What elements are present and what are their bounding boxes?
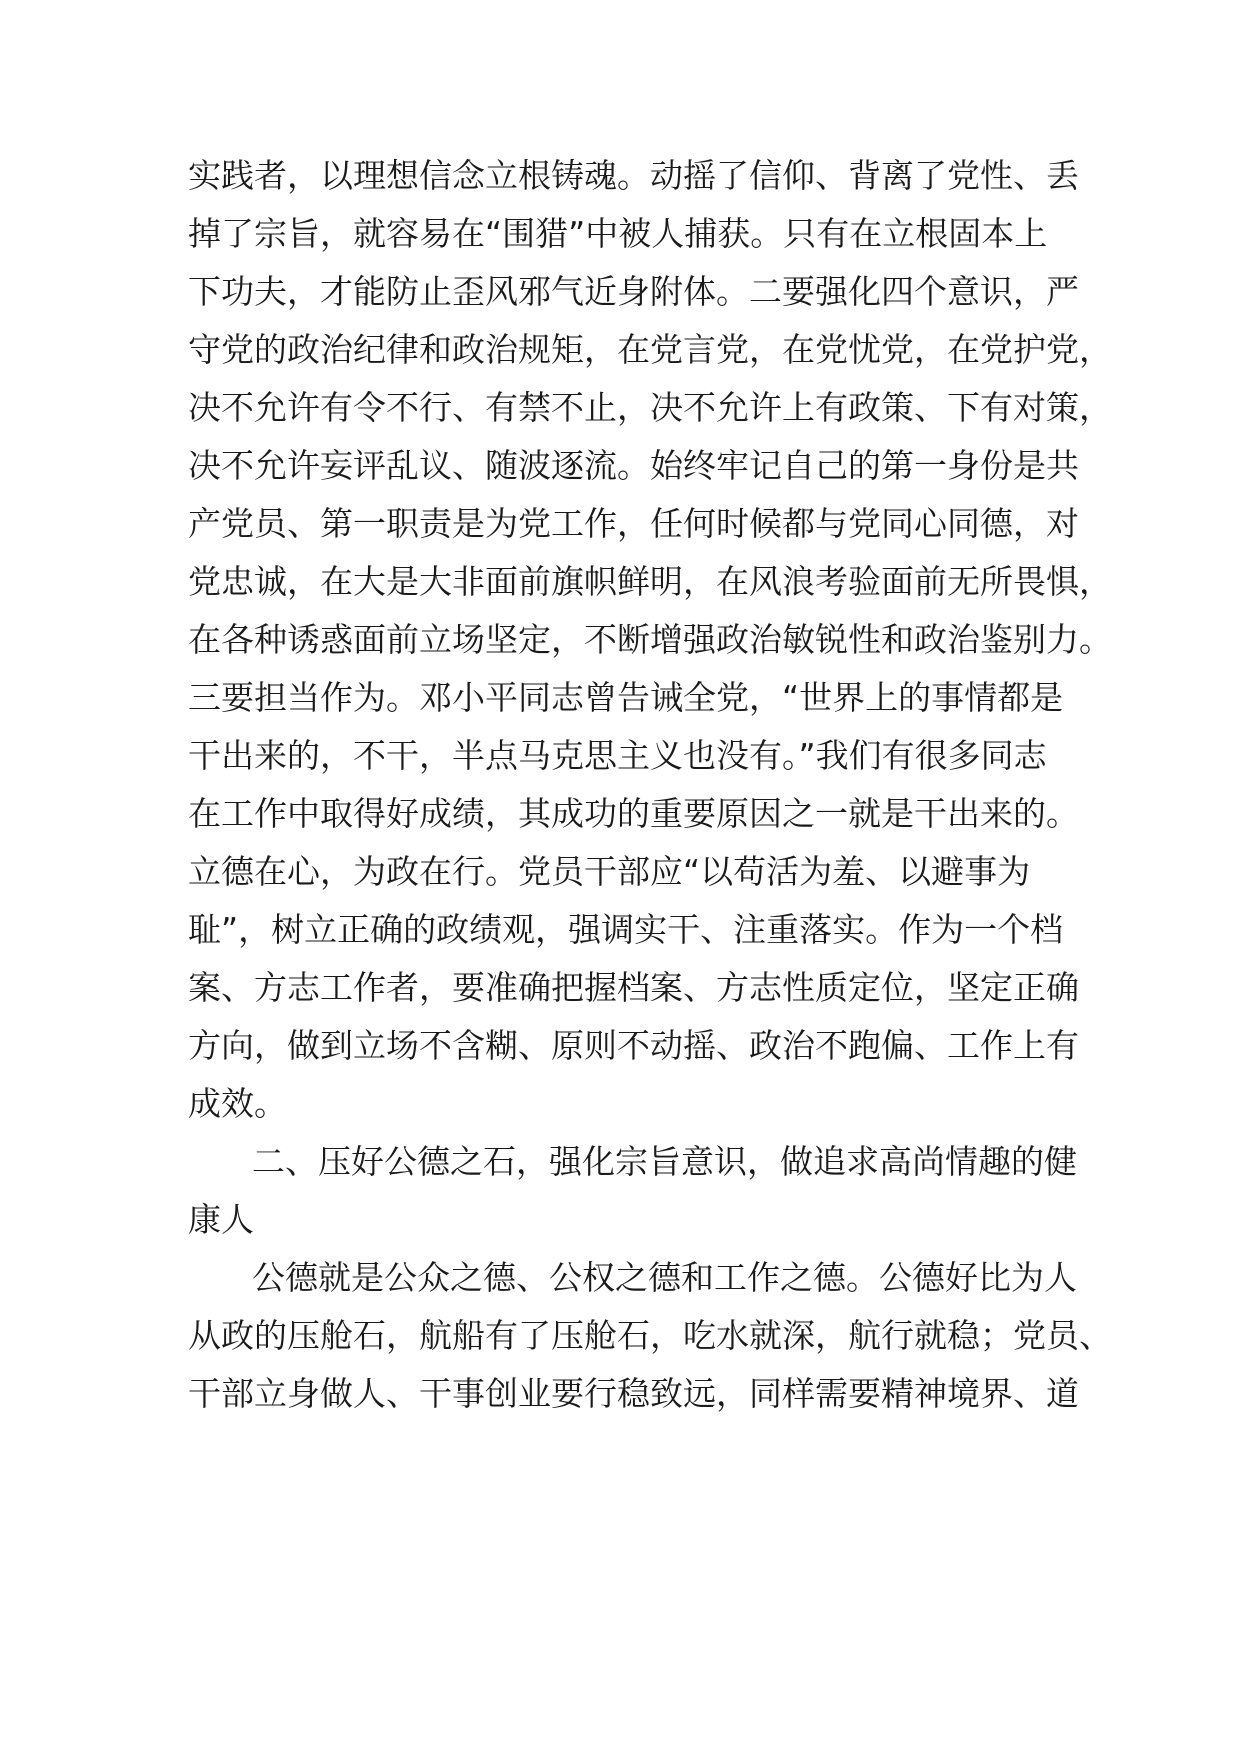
text-line: 干部立身做人、干事创业要行稳致远，同样需要精神境界、道 <box>188 1374 1079 1413</box>
text-line: 从政的压舱石，航船有了压舱石，吃水就深，航行就稳；党员、 <box>188 1316 1112 1355</box>
section-heading-line: 康人 <box>188 1200 254 1239</box>
text-line: 案、方志工作者，要准确把握档案、方志性质定位，坚定正确 <box>188 968 1079 1007</box>
text-line: 实践者，以理想信念立根铸魂。动摇了信仰、背离了党性、丢 <box>188 156 1079 195</box>
text-line: 方向，做到立场不含糊、原则不动摇、政治不跑偏、工作上有 <box>188 1026 1079 1065</box>
text-line: 公德就是公众之德、公权之德和工作之德。公德好比为人 <box>252 1258 1077 1297</box>
text-line: 守党的政治纪律和政治规矩，在党言党，在党忧党，在党护党， <box>188 330 1112 369</box>
text-line: 成效。 <box>188 1084 287 1123</box>
text-line: 产党员、第一职责是为党工作，任何时候都与党同心同德，对 <box>188 504 1079 543</box>
text-line: 党忠诚，在大是大非面前旗帜鲜明，在风浪考验面前无所畏惧， <box>188 562 1112 601</box>
text-line: 决不允许有令不行、有禁不止，决不允许上有政策、下有对策， <box>188 388 1112 427</box>
text-line: 掉了宗旨，就容易在“围猎”中被人捕获。只有在立根固本上 <box>188 214 1048 253</box>
text-line: 决不允许妄评乱议、随波逐流。始终牢记自己的第一身份是共 <box>188 446 1079 485</box>
section-heading-line: 二、压好公德之石，强化宗旨意识，做追求高尚情趣的健 <box>252 1142 1077 1181</box>
text-line: 三要担当作为。邓小平同志曾告诫全党，“世界上的事情都是 <box>188 678 1064 717</box>
text-line: 下功夫，才能防止歪风邪气近身附体。二要强化四个意识，严 <box>188 272 1079 311</box>
text-line: 在各种诱惑面前立场坚定，不断增强政治敏锐性和政治鉴别力。 <box>188 620 1112 659</box>
text-line: 干出来的，不干，半点马克思主义也没有。”我们有很多同志 <box>188 736 1047 775</box>
text-line: 立德在心，为政在行。党员干部应“以苟活为羞、以避事为 <box>188 852 1031 891</box>
text-line: 耻”，树立正确的政绩观，强调实干、注重落实。作为一个档 <box>188 910 1064 949</box>
text-line: 在工作中取得好成绩，其成功的重要原因之一就是干出来的。 <box>188 794 1079 833</box>
